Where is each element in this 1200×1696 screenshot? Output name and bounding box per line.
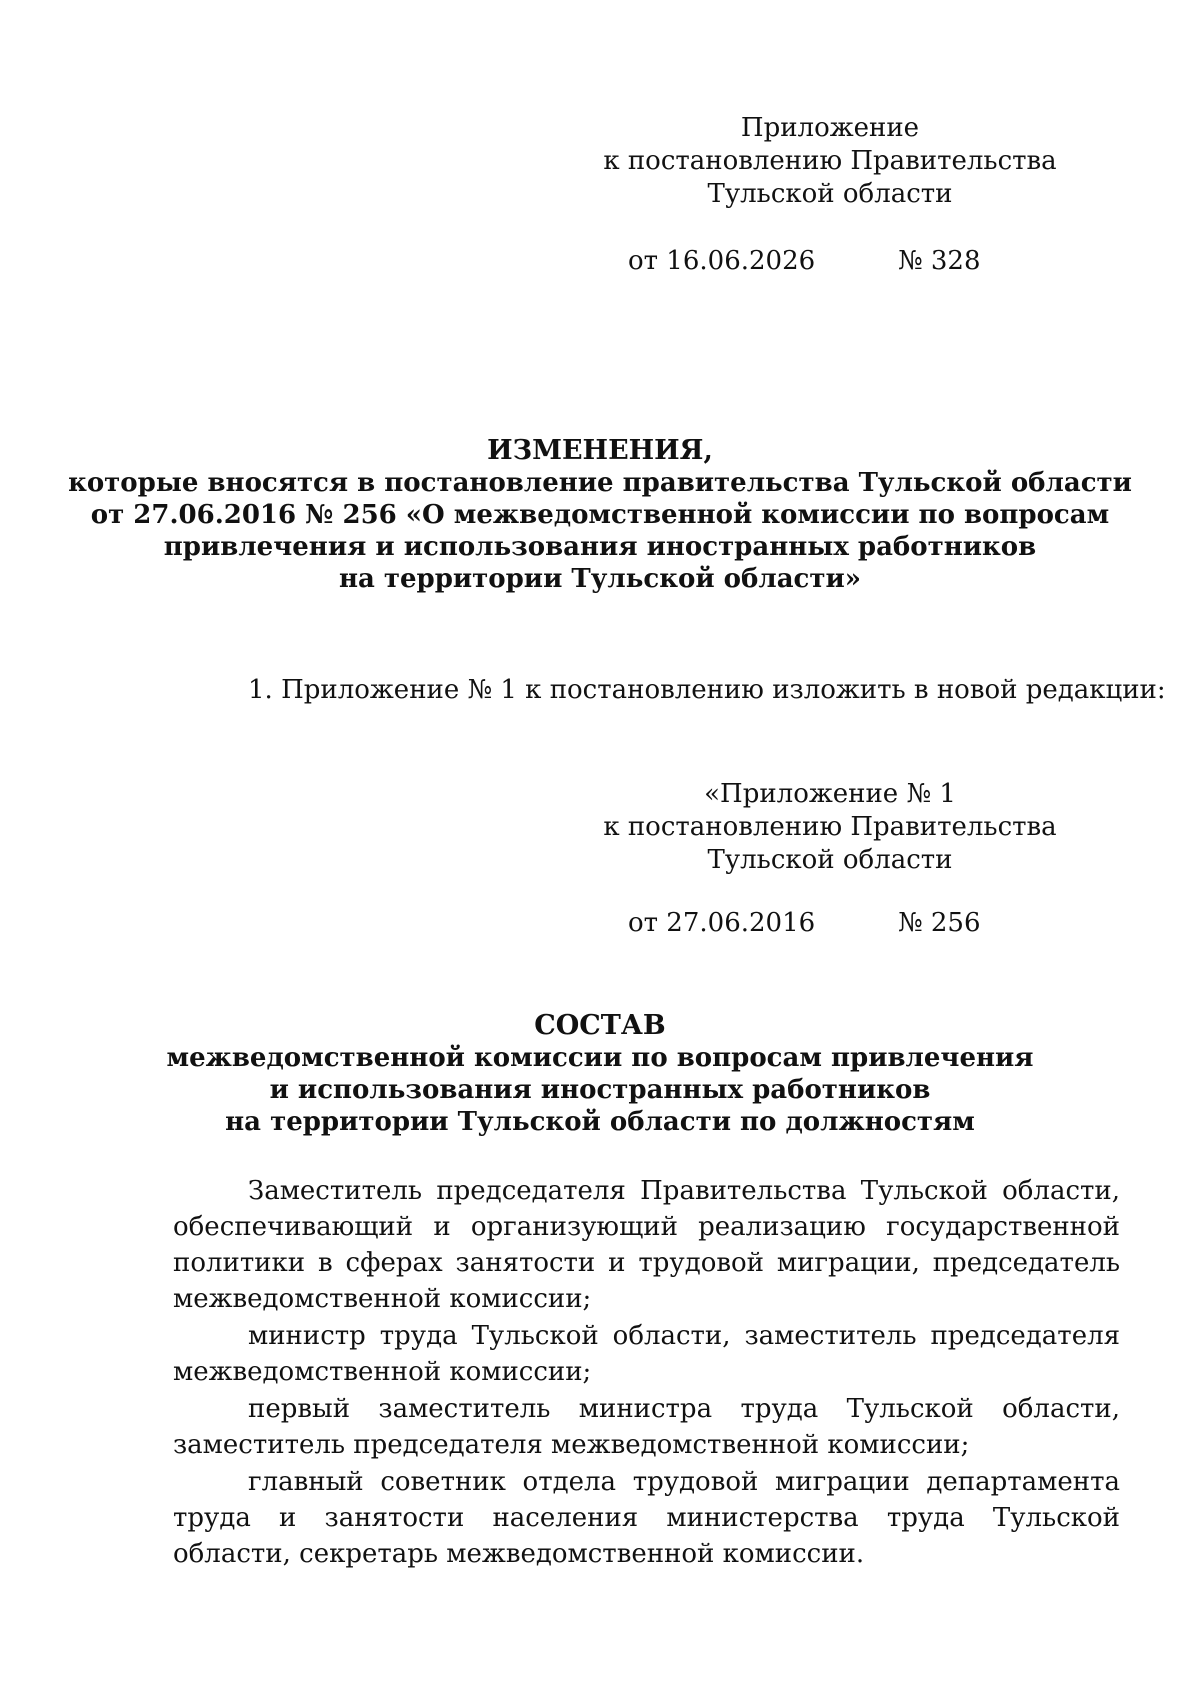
appendix-number: № 328 [898,246,981,276]
new-appendix-date: от 27.06.2016 [628,908,816,938]
changes-title [0,435,1200,595]
member-paragraph: Заместитель председателя Правительства Тульской области, обеспечивающий и организующий реализацию государственной политики в сферах занятости и трудовой миграции, председатель межведомственной комиссии; [173,1176,1120,1314]
member-paragraph: главный советник отдела трудовой миграции департамента труда и занятости населения министерства труда Тульской области, секретарь межведомственной комиссии. [173,1467,1120,1569]
changes-heading: ИЗМЕНЕНИЯ, [487,435,713,466]
appendix-header [600,112,1060,211]
composition-title [0,1010,1200,1138]
item-1-paragraph: 1. Приложение № 1 к постановлению изложить в новой редакции: [248,675,1166,705]
appendix-date: от 16.06.2026 [628,246,816,276]
composition-heading: СОСТАВ [534,1010,666,1041]
new-appendix-line: к постановлению Правительства [603,812,1057,842]
changes-title-line: которые вносятся в постановление правительства Тульской области [68,468,1132,498]
new-appendix-number: № 256 [898,908,981,938]
appendix-line: к постановлению Правительства [603,146,1057,176]
member-paragraph: министр труда Тульской области, заместитель председателя межведомственной комиссии; [173,1321,1120,1387]
new-appendix-line: «Приложение № 1 [704,779,956,809]
members-list [173,1173,1120,1573]
new-appendix-line: Тульской области [707,845,953,875]
changes-title-line: на территории Тульской области» [338,564,862,594]
composition-title-line: и использования иностранных работников [269,1075,931,1105]
changes-title-line: привлечения и использования иностранных работников [163,532,1037,562]
member-paragraph: первый заместитель министра труда Тульской области, заместитель председателя межведомственной комиссии; [173,1394,1120,1460]
composition-title-line: на территории Тульской области по должностям [225,1107,975,1137]
changes-title-line: от 27.06.2016 № 256 «О межведомственной комиссии по вопросам [90,500,1110,530]
appendix-line: Приложение [740,113,920,143]
new-appendix-header [600,778,1060,877]
composition-title-line: межведомственной комиссии по вопросам привлечения [166,1043,1034,1073]
appendix-line: Тульской области [707,179,953,209]
